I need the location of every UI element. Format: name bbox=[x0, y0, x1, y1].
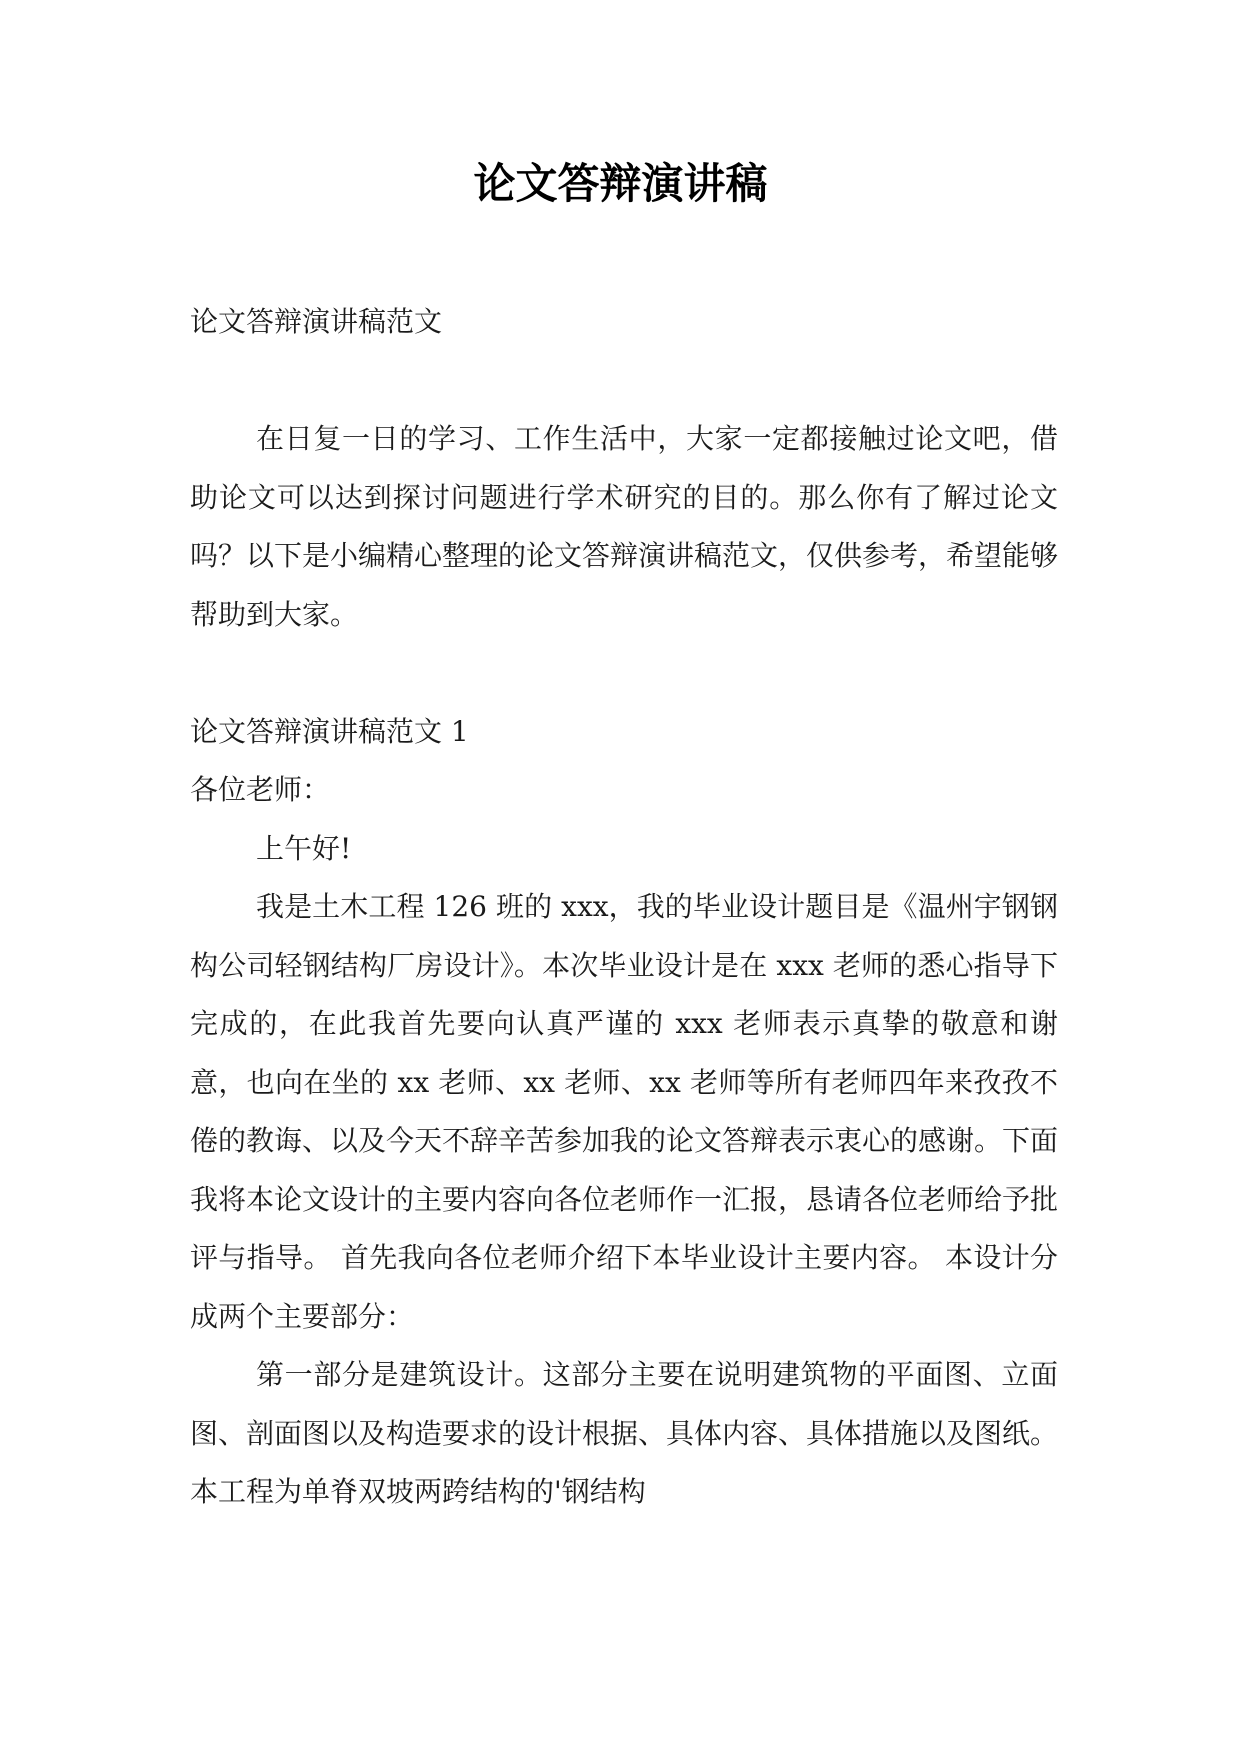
intro-paragraph: 在日复一日的学习、工作生活中，大家一定都接触过论文吧，借助论文可以达到探讨问题进行学术研究的目的。那么你有了解过论文吗？以下是小编精心整理的论文答辩演讲稿范文，仅供参考，希望能够帮助到大家。 bbox=[190, 422, 1059, 631]
section-heading: 论文答辩演讲稿范文 1 bbox=[190, 714, 469, 748]
document-body bbox=[190, 293, 1058, 1522]
part-one-paragraph: 第一部分是建筑设计。这部分主要在说明建筑物的平面图、立面图、剖面图以及构造要求的设计根据、具体内容、具体措施以及图纸。本工程为单脊双坡两跨结构的'钢结构 bbox=[190, 1358, 1059, 1508]
salutation: 各位老师： bbox=[190, 773, 331, 806]
paragraph-gap bbox=[190, 644, 1058, 703]
document-title: 论文答辩演讲稿 bbox=[473, 159, 768, 208]
self-intro-paragraph: 我是土木工程 126 班的 xxx，我的毕业设计题目是《温州宇钢钢构公司轻钢结构厂房设计》。本次毕业设计是在 xxx 老师的悉心指导下完成的，在此我首先要向认真严谨的 xxx 老师表示真挚的敬意和谢意，也向在坐的 xx 老师、xx 老师、xx 老师等所有老师四年来孜孜不倦的教诲、以及今天不辞辛苦参加我的论文答辩表示衷心的感谢。下面我将本论文设计的主要内容向各位老师作一汇报，恳请各位老师给予批评与指导。 首先我向各位老师介绍下本毕业设计主要内容。 本设计分成两个主要部分： bbox=[190, 890, 1059, 1333]
paragraph-gap bbox=[190, 352, 1058, 411]
document-subtitle: 论文答辩演讲稿范文 bbox=[190, 305, 443, 338]
greeting: 上午好! bbox=[256, 831, 352, 865]
